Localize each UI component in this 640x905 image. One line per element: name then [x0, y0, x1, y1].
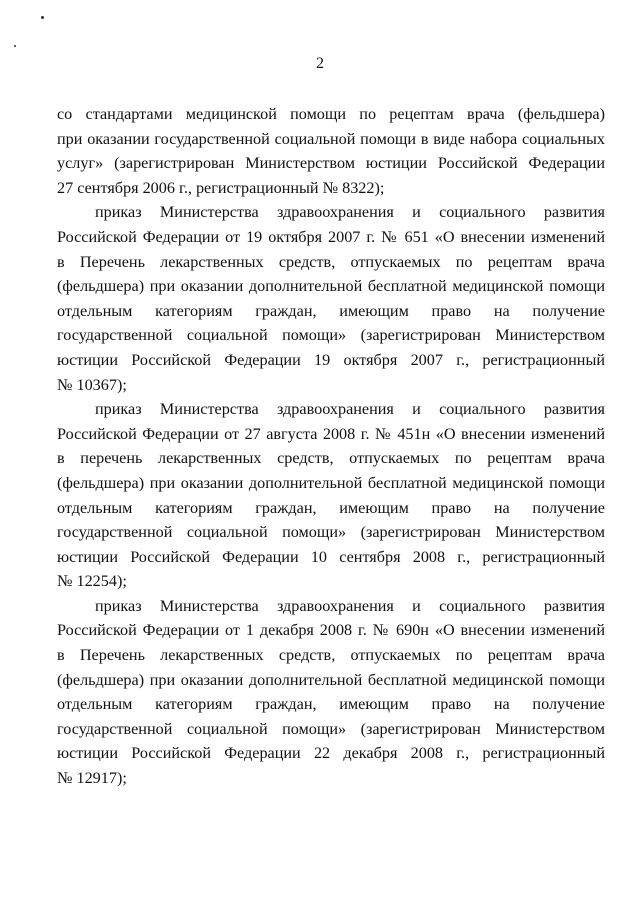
- page-number: 2: [316, 55, 324, 72]
- text-line: в Перечень лекарственных средств, отпускаемых по рецептам врача: [57, 646, 605, 665]
- text-line: юстиции Российской Федерации 19 октября 2007 г., регистрационный: [57, 350, 605, 369]
- text-line: государственной социальной помощи» (зарегистрирован Министерством: [57, 719, 605, 738]
- text-line: государственной социальной помощи» (зарегистрирован Министерством: [57, 326, 605, 345]
- text-line: Российской Федерации от 27 августа 2008 г. № 451н «О внесении изменений: [57, 424, 605, 443]
- text-line: отдельным категориям граждан, имеющим право на получение: [57, 498, 605, 517]
- text-line: отдельным категориям граждан, имеющим право на получение: [57, 301, 605, 320]
- scan-speck: [14, 45, 16, 47]
- document-body: [57, 102, 605, 791]
- text-line: при оказании государственной социальной помощи в виде набора социальных: [57, 129, 605, 148]
- paragraph: [57, 397, 605, 594]
- text-line: № 10367);: [57, 375, 127, 394]
- paragraph: [57, 102, 605, 200]
- text-line: государственной социальной помощи» (зарегистрирован Министерством: [57, 523, 605, 542]
- text-line: услуг» (зарегистрирован Министерством юстиции Российской Федерации: [57, 154, 605, 173]
- scan-speck: [41, 16, 44, 19]
- text-line: со стандартами медицинской помощи по рецептам врача (фельдшера): [57, 105, 605, 123]
- text-line: № 12917);: [57, 769, 127, 788]
- text-line: приказ Министерства здравоохранения и социального развития: [95, 203, 605, 222]
- text-line: Российской Федерации от 19 октября 2007 г. № 651 «О внесении изменений: [57, 227, 605, 246]
- text-line: отдельным категориям граждан, имеющим право на получение: [57, 695, 605, 714]
- text-line: № 12254);: [57, 572, 127, 591]
- text-line: юстиции Российской Федерации 22 декабря 2008 г., регистрационный: [57, 744, 605, 763]
- text-line: Российской Федерации от 1 декабря 2008 г. № 690н «О внесении изменений: [57, 621, 605, 640]
- text-line: в Перечень лекарственных средств, отпускаемых по рецептам врача: [57, 252, 605, 271]
- text-line: в перечень лекарственных средств, отпускаемых по рецептам врача: [57, 449, 605, 468]
- paragraph: [57, 200, 605, 397]
- text-line: юстиции Российской Федерации 10 сентября 2008 г., регистрационный: [57, 547, 605, 566]
- text-line: (фельдшера) при оказании дополнительной бесплатной медицинской помощи: [57, 473, 605, 492]
- text-line: (фельдшера) при оказании дополнительной бесплатной медицинской помощи: [57, 277, 605, 296]
- paragraph: [57, 594, 605, 791]
- text-line: 27 сентября 2006 г., регистрационный № 8322);: [57, 178, 385, 197]
- text-line: (фельдшера) при оказании дополнительной бесплатной медицинской помощи: [57, 670, 605, 689]
- text-line: приказ Министерства здравоохранения и социального развития: [95, 400, 605, 419]
- text-line: приказ Министерства здравоохранения и социального развития: [95, 596, 605, 615]
